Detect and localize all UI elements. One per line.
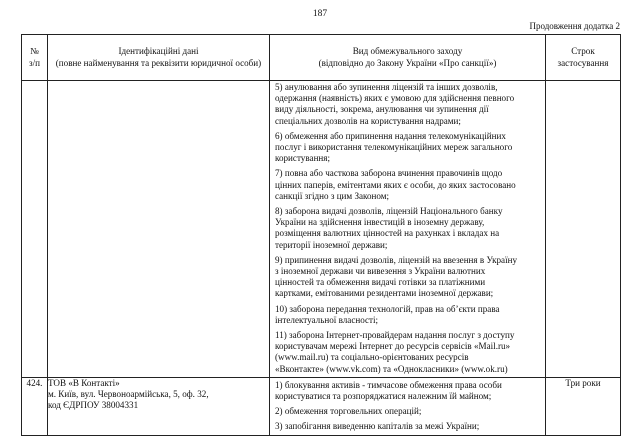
measure-item — [270, 204, 545, 253]
measure-item — [270, 166, 545, 204]
measure-line: користуватися та розпоряджатися належним їй майном; — [275, 391, 492, 402]
measure-line: з іноземної держави чи вивезення з України валютних — [275, 266, 486, 277]
measure-line: послуг і використання телекомунікаційних мереж загального — [275, 142, 513, 153]
measure-item — [270, 129, 545, 167]
entry-term: Три роки — [546, 377, 621, 435]
entry-identification — [48, 377, 270, 435]
entry-row — [22, 377, 621, 435]
header-number-line: № — [30, 46, 39, 57]
measure-line: цінностей та обмеження видачі готівки за платіжними — [275, 277, 486, 288]
measure-item — [270, 302, 545, 328]
measure-line: 2) обмеження торговельних операцій; — [275, 406, 422, 417]
header-term-line: Строк — [571, 46, 595, 57]
measure-line: користувачам мережі Інтернет до ресурсів сервісів «Mail.ru» — [275, 341, 511, 352]
measure-line: 6) обмеження або припинення надання телекомунікаційних — [275, 130, 506, 141]
measure-line: санкції згідно з цим Законом; — [275, 190, 390, 201]
measure-item — [270, 404, 545, 419]
measure-line: спеціальних дозволів на користування надрами; — [275, 115, 461, 126]
measure-item — [270, 81, 545, 129]
measure-line: інтелектуальної власності; — [275, 314, 379, 325]
measure-line: цінних паперів, емітентами яких є особи, до яких застосовано — [275, 179, 516, 190]
entity-code: код ЄДРПОУ 38004331 — [48, 400, 139, 411]
measure-line: 9) припинення видачі дозволів, ліцензій на ввезення в Україну — [275, 254, 518, 265]
table-header-row — [22, 35, 621, 81]
measure-line: території іноземної держави; — [275, 239, 388, 250]
measure-item — [270, 378, 545, 404]
page-number: 187 — [312, 9, 328, 19]
header-number-line: з/п — [29, 57, 40, 68]
entry-number: 424. — [22, 377, 48, 435]
measure-line: виду діяльності, зокрема, анулювання чи зупинення дії — [275, 104, 489, 115]
measure-item — [270, 253, 545, 302]
measure-line: 1) блокування активів - тимчасове обмеження права особи — [275, 379, 502, 390]
header-term — [546, 35, 621, 81]
header-identification — [48, 35, 270, 81]
continuation-term-cell — [546, 81, 621, 378]
sanctions-table — [21, 34, 621, 436]
continuation-measures-cell — [270, 81, 546, 378]
measure-line: 10) заборона передання технологій, прав на об’єкти права — [275, 303, 500, 314]
measure-item — [270, 419, 545, 434]
measure-line: одержання (наявність) яких є умовою для здійснення певного — [275, 93, 515, 104]
measure-line: 5) анулювання або зупинення ліцензій та інших дозволів, — [275, 82, 498, 92]
measure-line: «Вконтакте» (www.vk.com) та «Однокласники» (www.ok.ru) — [275, 363, 508, 374]
header-measure-line: (відповідно до Закону України «Про санкції») — [318, 57, 497, 68]
measure-line: користування; — [275, 153, 331, 164]
entity-address: м. Київ, вул. Червоноармійська, 5, оф. 32, — [48, 389, 209, 400]
measure-line: України на здійснення інвестицій в іноземну державу, — [275, 217, 485, 228]
measure-line: розміщення валютних цінностей на рахунках і вкладах на — [275, 228, 500, 239]
continuation-row — [22, 81, 621, 378]
continuation-identification-cell — [48, 81, 270, 378]
entry-measures-cell — [270, 377, 546, 435]
appendix-note: Продовження додатка 2 — [529, 21, 620, 31]
measure-item — [270, 328, 545, 377]
header-number — [22, 35, 48, 81]
measure-line: 7) повна або часткова заборона вчинення правочинів щодо — [275, 168, 503, 179]
header-identification-line: (повне найменування та реквізити юридичної особи) — [55, 57, 262, 68]
measure-line: 3) запобігання виведенню капіталів за межі України; — [275, 421, 480, 432]
measure-line: 8) заборона видачі дозволів, ліцензій Національного банку — [275, 206, 503, 217]
header-identification-line: Ідентифікаційні дані — [118, 46, 199, 57]
measure-line: 11) заборона Інтернет-провайдерам надання послуг з доступу — [275, 330, 515, 341]
continuation-number-cell — [22, 81, 48, 378]
measure-line: (www.mail.ru) та соціально-орієнтованих ресурсів — [275, 352, 469, 363]
measure-line: картками, емітованими резидентами іноземної держави; — [275, 288, 494, 299]
entity-name: ТОВ «В Контакті» — [48, 377, 120, 388]
header-measure — [270, 35, 546, 81]
header-measure-line: Вид обмежувального заходу — [352, 46, 463, 57]
header-term-line: застосування — [557, 57, 609, 68]
